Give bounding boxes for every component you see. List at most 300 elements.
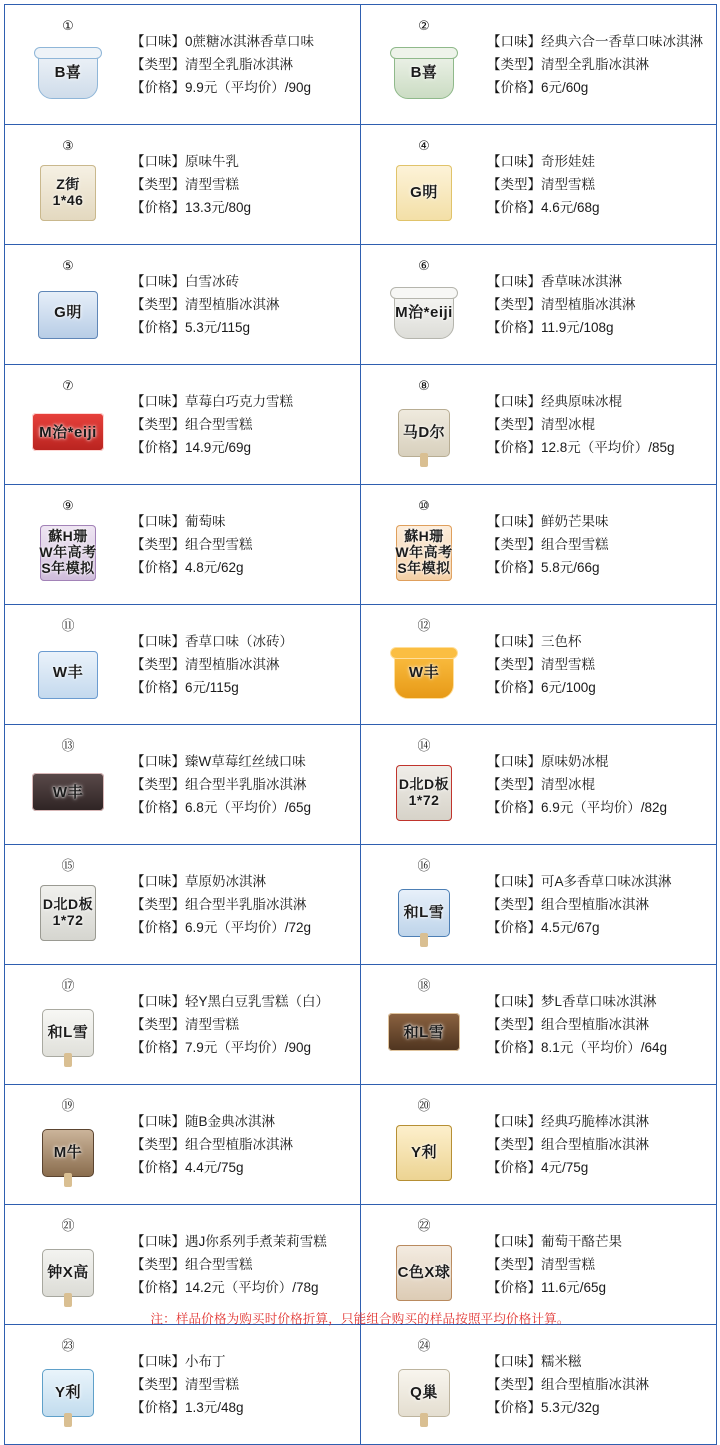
product-thumb-area: [365, 368, 483, 482]
product-thumbnail: [26, 755, 110, 829]
product-type-line: [487, 176, 712, 193]
price-value: 14.2元（平均价）/78g: [185, 1280, 319, 1295]
product-cell: [361, 125, 717, 245]
product-index: ④: [418, 139, 430, 154]
table-row: [5, 1205, 717, 1325]
price-value: 13.3元/80g: [185, 200, 252, 215]
price-value: 14.9元/69g: [185, 440, 252, 455]
type-value: 组合型雪糕: [185, 417, 253, 432]
product-info: [127, 633, 356, 696]
product-price-line: [487, 199, 712, 216]
product-thumb-area: [365, 128, 483, 242]
product-info: [127, 993, 356, 1056]
product-flavor-line: [131, 1113, 356, 1130]
footnote: 注：样品价格为购买时价格折算，只能组合购买的样品按照平均价格计算。: [150, 1312, 570, 1326]
type-label: 【类型】: [487, 1137, 541, 1152]
product-type-line: [131, 536, 356, 553]
product-index: ⑪: [61, 619, 75, 634]
product-price-line: [131, 319, 356, 336]
price-value: 8.1元（平均价）/64g: [541, 1040, 668, 1055]
product-index: ⑥: [418, 259, 430, 274]
flavor-label: 【口味】: [487, 754, 541, 769]
price-label: 【价格】: [487, 440, 541, 455]
product-thumb-area: [9, 368, 127, 482]
product-thumbnail: [382, 875, 466, 949]
product-thumbnail: [382, 1355, 466, 1429]
table-row: [5, 1325, 717, 1445]
type-value: 清型冰棍: [541, 777, 595, 792]
flavor-value: 香草味冰淇淋: [541, 274, 622, 289]
product-type-line: [487, 536, 712, 553]
price-label: 【价格】: [131, 200, 185, 215]
product-brand-label: 和L雪: [403, 1023, 445, 1041]
product-info: [483, 273, 712, 336]
product-thumb-area: [9, 1208, 127, 1322]
product-thumbnail: [26, 155, 110, 229]
product-index: ⑱: [417, 979, 431, 994]
type-label: 【类型】: [131, 1137, 185, 1152]
product-cell: [361, 5, 717, 125]
type-label: 【类型】: [131, 657, 185, 672]
product-thumb-area: [9, 968, 127, 1082]
flavor-label: 【口味】: [131, 1234, 185, 1249]
flavor-value: 糯米糍: [541, 1354, 582, 1369]
product-index: ⑬: [61, 739, 75, 754]
price-label: 【价格】: [487, 80, 541, 95]
flavor-label: 【口味】: [131, 754, 185, 769]
product-thumbnail: [26, 1115, 110, 1189]
type-label: 【类型】: [487, 297, 541, 312]
product-info: [127, 513, 356, 576]
product-flavor-line: [131, 393, 356, 410]
product-flavor-line: [131, 33, 356, 50]
type-value: 清型全乳脂冰淇淋: [541, 57, 649, 72]
product-brand-label: 马D尔: [402, 423, 446, 441]
table-row: [5, 5, 717, 125]
product-price-line: [131, 1039, 356, 1056]
product-cell: [361, 1085, 717, 1205]
product-cell: [5, 365, 361, 485]
product-index: ⑳: [417, 1099, 431, 1114]
product-cell: [361, 605, 717, 725]
price-value: 4.6元/68g: [541, 200, 600, 215]
type-value: 组合型植脂冰淇淋: [185, 1137, 293, 1152]
product-cell: [5, 245, 361, 365]
product-brand-label: Y利: [54, 1383, 81, 1401]
product-index: ㉑: [61, 1219, 75, 1234]
product-price-line: [487, 319, 712, 336]
type-label: 【类型】: [131, 177, 185, 192]
product-info: [127, 1113, 356, 1176]
product-info: [127, 393, 356, 456]
product-thumb-area: [9, 608, 127, 722]
product-info: [483, 513, 712, 576]
flavor-value: 草莓白巧克力雪糕: [185, 394, 293, 409]
price-label: 【价格】: [131, 440, 185, 455]
product-info: [483, 753, 712, 816]
product-cell: [5, 605, 361, 725]
product-brand-label: 蘇H珊 W年高考 S年模拟: [39, 528, 97, 576]
type-label: 【类型】: [487, 777, 541, 792]
table-row: [5, 1085, 717, 1205]
product-price-line: [487, 79, 712, 96]
product-cell: [5, 965, 361, 1085]
price-value: 4.5元/67g: [541, 920, 600, 935]
price-value: 9.9元（平均价）/90g: [185, 80, 312, 95]
flavor-label: 【口味】: [487, 634, 541, 649]
type-value: 组合型半乳脂冰淇淋: [185, 897, 307, 912]
type-value: 组合型雪糕: [185, 537, 253, 552]
product-thumb-area: [365, 608, 483, 722]
product-type-line: [487, 56, 712, 73]
flavor-value: 葡萄干酪芒果: [541, 1234, 622, 1249]
product-price-line: [487, 1279, 712, 1296]
product-brand-label: W丰: [52, 783, 84, 801]
product-brand-label: G明: [54, 303, 82, 321]
type-value: 组合型植脂冰淇淋: [541, 1017, 649, 1032]
product-price-line: [487, 679, 712, 696]
flavor-label: 【口味】: [131, 1354, 185, 1369]
flavor-value: 三色杯: [541, 634, 582, 649]
product-thumbnail: [26, 275, 110, 349]
product-index: ㉒: [417, 1219, 431, 1234]
product-cell: [5, 485, 361, 605]
product-thumb-area: [9, 728, 127, 842]
type-label: 【类型】: [487, 1377, 541, 1392]
product-info: [483, 33, 712, 96]
price-label: 【价格】: [131, 1280, 185, 1295]
flavor-label: 【口味】: [487, 994, 541, 1009]
product-price-line: [131, 1279, 356, 1296]
product-thumb-area: [365, 968, 483, 1082]
product-brand-label: M治*eiji: [395, 303, 453, 321]
product-cell: [5, 845, 361, 965]
product-price-line: [487, 1399, 712, 1416]
product-brand-label: G明: [410, 183, 438, 201]
product-cell: [361, 245, 717, 365]
price-label: 【价格】: [487, 1400, 541, 1415]
type-value: 清型雪糕: [185, 1377, 239, 1392]
product-cell: [5, 1325, 361, 1445]
product-info: [127, 1233, 356, 1296]
type-label: 【类型】: [131, 897, 185, 912]
product-type-line: [131, 1376, 356, 1393]
product-brand-label: D北D板 1*72: [398, 776, 450, 808]
product-cell: [5, 125, 361, 245]
table-row: [5, 725, 717, 845]
product-thumbnail: [382, 1235, 466, 1309]
product-flavor-line: [131, 1233, 356, 1250]
flavor-label: 【口味】: [131, 394, 185, 409]
product-type-line: [131, 1016, 356, 1033]
flavor-label: 【口味】: [487, 1354, 541, 1369]
product-type-line: [487, 896, 712, 913]
product-type-line: [487, 1136, 712, 1153]
type-value: 清型全乳脂冰淇淋: [185, 57, 293, 72]
product-price-line: [487, 919, 712, 936]
flavor-value: 经典巧脆棒冰淇淋: [541, 1114, 649, 1129]
product-info: [127, 153, 356, 216]
product-thumb-area: [365, 728, 483, 842]
product-thumb-area: [365, 1208, 483, 1322]
product-thumbnail: [26, 875, 110, 949]
product-cell: [361, 1325, 717, 1445]
product-index: ①: [62, 19, 74, 34]
product-cell: [361, 965, 717, 1085]
product-flavor-line: [487, 153, 712, 170]
type-label: 【类型】: [131, 1377, 185, 1392]
flavor-label: 【口味】: [131, 874, 185, 889]
product-index: ㉓: [61, 1339, 75, 1354]
flavor-value: 经典六合一香草口味冰淇淋: [541, 34, 703, 49]
product-type-line: [131, 176, 356, 193]
product-brand-label: D北D板 1*72: [42, 896, 94, 928]
price-label: 【价格】: [131, 1040, 185, 1055]
product-index: ⑯: [417, 859, 431, 874]
product-thumbnail: [26, 515, 110, 589]
product-type-line: [487, 416, 712, 433]
price-value: 11.9元/108g: [541, 320, 614, 335]
product-flavor-line: [487, 513, 712, 530]
product-price-line: [131, 559, 356, 576]
product-info: [127, 873, 356, 936]
price-value: 12.8元（平均价）/85g: [541, 440, 675, 455]
type-value: 清型雪糕: [541, 1257, 595, 1272]
product-thumbnail: [382, 515, 466, 589]
type-value: 清型雪糕: [541, 177, 595, 192]
product-price-line: [487, 1039, 712, 1056]
product-thumbnail: [26, 35, 110, 109]
table-row: [5, 125, 717, 245]
product-thumb-area: [365, 248, 483, 362]
flavor-label: 【口味】: [131, 34, 185, 49]
product-index: ⑲: [61, 1099, 75, 1114]
flavor-label: 【口味】: [487, 154, 541, 169]
product-index: ⑭: [417, 739, 431, 754]
type-label: 【类型】: [487, 657, 541, 672]
product-brand-label: W丰: [52, 663, 84, 681]
product-brand-label: 和L雪: [403, 903, 445, 921]
product-type-line: [487, 1256, 712, 1273]
flavor-value: 葡萄味: [185, 514, 226, 529]
product-brand-label: B喜: [410, 63, 438, 81]
product-thumb-area: [9, 488, 127, 602]
price-label: 【价格】: [487, 1160, 541, 1175]
price-value: 7.9元（平均价）/90g: [185, 1040, 312, 1055]
flavor-label: 【口味】: [131, 994, 185, 1009]
product-flavor-line: [487, 873, 712, 890]
type-label: 【类型】: [131, 57, 185, 72]
product-price-line: [487, 439, 712, 456]
product-flavor-line: [487, 1233, 712, 1250]
product-info: [483, 393, 712, 456]
product-price-line: [131, 79, 356, 96]
product-type-line: [131, 1256, 356, 1273]
product-flavor-line: [131, 873, 356, 890]
product-thumbnail: [26, 635, 110, 709]
table-row: [5, 245, 717, 365]
product-thumb-area: [9, 8, 127, 122]
product-type-line: [487, 296, 712, 313]
flavor-value: 原味奶冰棍: [541, 754, 609, 769]
flavor-label: 【口味】: [131, 514, 185, 529]
price-label: 【价格】: [487, 560, 541, 575]
product-thumb-area: [9, 1328, 127, 1442]
product-info: [483, 993, 712, 1056]
product-thumbnail: [26, 1355, 110, 1429]
product-flavor-line: [487, 33, 712, 50]
product-thumbnail: [26, 1235, 110, 1309]
product-brand-label: Q巢: [410, 1383, 438, 1401]
price-label: 【价格】: [131, 1160, 185, 1175]
product-cell: [5, 5, 361, 125]
product-thumbnail: [382, 275, 466, 349]
product-thumb-area: [365, 848, 483, 962]
flavor-value: 随B金典冰淇淋: [185, 1114, 276, 1129]
product-price-line: [131, 799, 356, 816]
product-brand-label: W丰: [408, 663, 440, 681]
product-thumb-area: [9, 248, 127, 362]
product-price-line: [487, 799, 712, 816]
table-row: [5, 485, 717, 605]
price-value: 5.3元/32g: [541, 1400, 600, 1415]
price-label: 【价格】: [131, 920, 185, 935]
product-cell: [5, 1085, 361, 1205]
price-value: 4.4元/75g: [185, 1160, 244, 1175]
flavor-label: 【口味】: [487, 394, 541, 409]
price-value: 4.8元/62g: [185, 560, 244, 575]
product-info: [127, 33, 356, 96]
product-brand-label: B喜: [54, 63, 82, 81]
flavor-value: 鲜奶芒果味: [541, 514, 609, 529]
product-cell: [361, 485, 717, 605]
product-flavor-line: [131, 513, 356, 530]
product-index: ③: [62, 139, 74, 154]
product-brand-label: Y利: [410, 1143, 437, 1161]
product-thumb-area: [9, 128, 127, 242]
price-label: 【价格】: [487, 800, 541, 815]
product-brand-label: 钟X高: [47, 1263, 89, 1281]
product-cell: [5, 1205, 361, 1325]
product-flavor-line: [487, 1353, 712, 1370]
product-price-line: [131, 199, 356, 216]
type-value: 组合型植脂冰淇淋: [541, 1137, 649, 1152]
price-value: 6.8元（平均价）/65g: [185, 800, 312, 815]
price-label: 【价格】: [487, 320, 541, 335]
price-label: 【价格】: [487, 680, 541, 695]
product-type-line: [131, 896, 356, 913]
product-thumb-area: [365, 488, 483, 602]
type-label: 【类型】: [131, 1257, 185, 1272]
product-table: [4, 4, 717, 1445]
flavor-value: 经典原味冰棍: [541, 394, 622, 409]
flavor-label: 【口味】: [131, 634, 185, 649]
product-flavor-line: [487, 753, 712, 770]
product-thumb-area: [9, 848, 127, 962]
flavor-value: 臻W草莓红丝绒口味: [185, 754, 306, 769]
type-label: 【类型】: [487, 1017, 541, 1032]
price-label: 【价格】: [131, 1400, 185, 1415]
price-label: 【价格】: [487, 1040, 541, 1055]
price-value: 6元/100g: [541, 680, 596, 695]
product-index: ⑦: [62, 379, 74, 394]
flavor-value: 白雪冰砖: [185, 274, 239, 289]
flavor-label: 【口味】: [487, 274, 541, 289]
type-value: 清型雪糕: [185, 177, 239, 192]
price-label: 【价格】: [131, 560, 185, 575]
type-value: 组合型半乳脂冰淇淋: [185, 777, 307, 792]
product-thumb-area: [365, 1328, 483, 1442]
product-price-line: [131, 919, 356, 936]
product-flavor-line: [131, 753, 356, 770]
product-flavor-line: [487, 993, 712, 1010]
product-thumbnail: [26, 995, 110, 1069]
product-price-line: [131, 1399, 356, 1416]
product-index: ②: [418, 19, 430, 34]
flavor-value: 香草口味（冰砖）: [185, 634, 293, 649]
flavor-value: 0蔗糖冰淇淋香草口味: [185, 34, 315, 49]
product-flavor-line: [131, 633, 356, 650]
type-label: 【类型】: [131, 537, 185, 552]
product-brand-label: 和L雪: [47, 1023, 89, 1041]
product-flavor-line: [131, 993, 356, 1010]
flavor-value: 小布丁: [185, 1354, 226, 1369]
product-brand-label: M牛: [53, 1143, 83, 1161]
type-label: 【类型】: [487, 177, 541, 192]
product-thumbnail: [382, 155, 466, 229]
product-price-line: [131, 1159, 356, 1176]
product-thumbnail: [382, 1115, 466, 1189]
type-value: 组合型植脂冰淇淋: [541, 897, 649, 912]
price-value: 1.3元/48g: [185, 1400, 244, 1415]
price-label: 【价格】: [487, 1280, 541, 1295]
product-thumb-area: [9, 1088, 127, 1202]
product-price-line: [131, 679, 356, 696]
type-value: 清型植脂冰淇淋: [185, 297, 280, 312]
table-row: [5, 605, 717, 725]
flavor-label: 【口味】: [487, 1114, 541, 1129]
product-price-line: [131, 439, 356, 456]
flavor-label: 【口味】: [487, 34, 541, 49]
price-label: 【价格】: [131, 800, 185, 815]
product-index: ⑮: [61, 859, 75, 874]
product-type-line: [487, 656, 712, 673]
product-price-line: [487, 1159, 712, 1176]
type-value: 组合型植脂冰淇淋: [541, 1377, 649, 1392]
product-info: [483, 633, 712, 696]
price-value: 11.6元/65g: [541, 1280, 607, 1295]
product-cell: [361, 365, 717, 485]
product-thumb-area: [365, 8, 483, 122]
type-label: 【类型】: [131, 1017, 185, 1032]
price-value: 6元/115g: [185, 680, 239, 695]
product-thumbnail: [382, 755, 466, 829]
price-value: 4元/75g: [541, 1160, 589, 1175]
product-cell: [361, 725, 717, 845]
flavor-value: 遇J你系列手煮茉莉雪糕: [185, 1234, 327, 1249]
product-info: [483, 1113, 712, 1176]
product-thumbnail: [382, 635, 466, 709]
type-label: 【类型】: [487, 897, 541, 912]
product-type-line: [131, 656, 356, 673]
flavor-value: 原味牛乳: [185, 154, 239, 169]
product-flavor-line: [487, 1113, 712, 1130]
flavor-label: 【口味】: [131, 154, 185, 169]
price-value: 5.8元/66g: [541, 560, 600, 575]
flavor-value: 草原奶冰淇淋: [185, 874, 266, 889]
type-label: 【类型】: [131, 297, 185, 312]
flavor-value: 奇形娃娃: [541, 154, 595, 169]
